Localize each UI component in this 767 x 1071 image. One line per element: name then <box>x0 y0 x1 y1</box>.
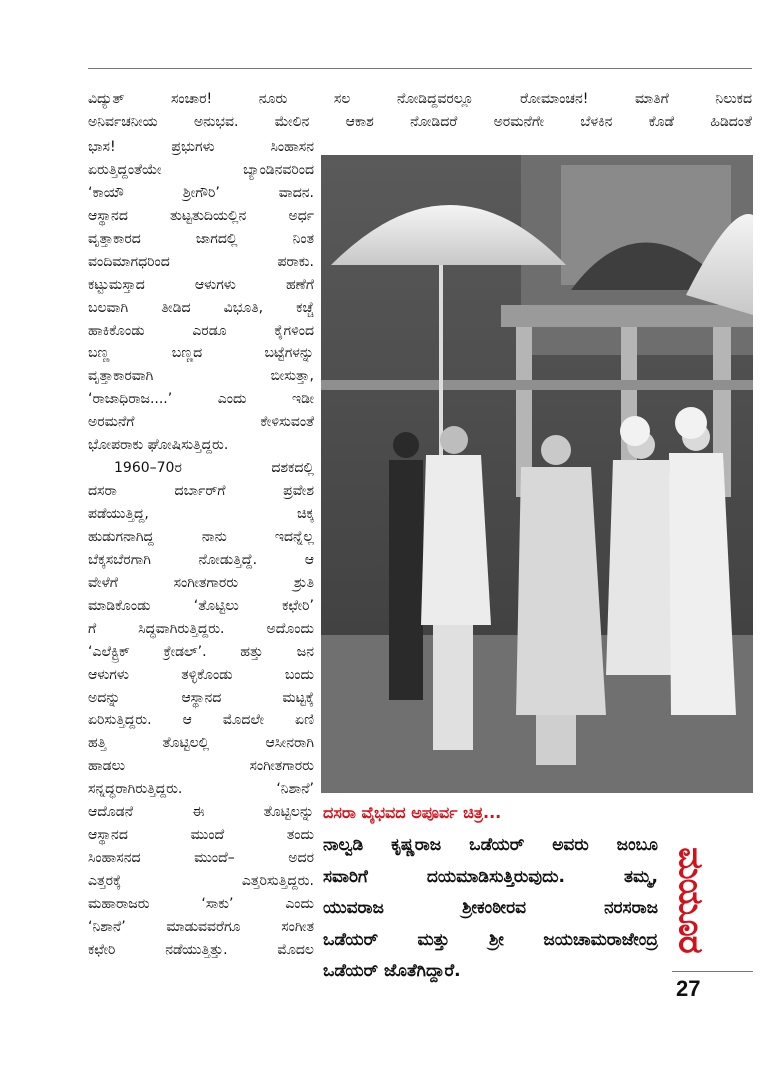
column-line: ವಂದಿಮಾಗಧರಿಂದ ಪರಾಕು. <box>88 253 314 270</box>
column-line: ‘ಎಲೆಕ್ಟ್ರಿಕ್ ಕ್ರೇಡಲ್’. ಹತ್ತು ಜನ <box>88 643 314 660</box>
column-line: ‘ನಿಶಾನೆ’ ಮಾಡುವವರೆಗೂ ಸಂಗೀತ <box>88 918 314 935</box>
caption-line: ಯುವರಾಜ ಶ್ರೀಕಂಠೀರವ ನರಸರಾಜ <box>323 898 658 918</box>
caption-line: ಒಡೆಯರ್ ಜೊತೆಗಿದ್ದಾರೆ. <box>323 961 461 981</box>
procession-photo <box>321 155 753 793</box>
column-line: ಬೆಕ್ಕಸಬೆರಗಾಗಿ ನೋಡುತ್ತಿದ್ದೆ. ಆ <box>88 551 314 568</box>
article-line-1: ವಿದ್ಯುತ್ ಸಂಚಾರ! ನೂರು ಸಲ ನೋಡಿದ್ದವರಲ್ಲೂ ರೋಮಾಂಚನ! ಮಾತಿಗೆ ನಿಲುಕದ <box>88 91 752 107</box>
article-column <box>88 136 314 962</box>
column-line: ಅದನ್ನು ಆಸ್ಥಾನದ ಮಟ್ಟಕ್ಕೆ <box>88 689 314 706</box>
article-line-2: ಅನಿರ್ವಚನೀಯ ಅನುಭವ. ಮೇಲಿನ ಆಕಾಶ ನೋಡಿದರೆ ಅರಮನೆಗೇ ಬೆಳಕಿನ ಕೊಡೆ ಹಿಡಿದಂತೆ <box>88 114 752 130</box>
column-line: ಹುಡುಗನಾಗಿದ್ದ ನಾನು ಇದನ್ನೆಲ್ಲ <box>88 528 314 545</box>
column-line: ಏರುತ್ತಿದ್ದಂತೆಯೇ ಬ್ಯಾಂಡಿನವರಿಂದ <box>88 161 314 178</box>
magazine-logo <box>668 840 714 960</box>
column-line: ಸಿಂಹಾಸನದ ಮುಂದೆ– ಅದರ <box>88 850 314 867</box>
column-line: 1960–70ರ ದಶಕದಲ್ಲಿ <box>114 460 314 477</box>
column-line: ಭಾಸ! ಪ್ರಭುಗಳು ಸಿಂಹಾಸನ <box>88 139 314 155</box>
photo-illustration <box>321 155 753 793</box>
page-number: 27 <box>676 976 701 1001</box>
column-line: ಆಸ್ಥಾನದ ತುಟ್ಟತುದಿಯಲ್ಲಿನ ಅರ್ಧ <box>88 207 314 224</box>
caption-line: ಸವಾರಿಗೆ ದಯಮಾಡಿಸುತ್ತಿರುವುದು. ತಮ್ಮ, <box>323 866 658 887</box>
page-number-rule <box>672 971 753 972</box>
column-line: ಕಟ್ಟುಮಸ್ತಾದ ಆಳುಗಳು ಹಣೆಗೆ <box>88 276 314 293</box>
column-line: ‘ರಾಜಾಧಿರಾಜ....’ ಎಂದು ಇಡೀ <box>88 391 314 408</box>
column-line: ಭೋಪರಾಕು ಘೋಷಿಸುತ್ತಿದ್ದರು. <box>88 437 229 454</box>
column-line: ಬಣ್ಣ ಬಣ್ಣದ ಬಟ್ಟೆಗಳನ್ನು <box>88 345 314 362</box>
column-line: ಆದೊಡನೆ ಈ ತೊಟ್ಟಿಲನ್ನು <box>88 804 314 821</box>
column-line: ದಸರಾ ದರ್ಬಾರ್‌ಗೆ ಪ್ರವೇಶ <box>88 483 314 500</box>
column-line: ವೃತ್ತಾಕಾರದ ಜಾಗದಲ್ಲಿ ನಿಂತ <box>88 230 314 247</box>
caption-heading: ದಸರಾ ವೈಭವದ ಅಪೂರ್ವ ಚಿತ್ರ... <box>323 803 502 822</box>
column-line: ಹಾಕಿಕೊಂಡು ಎರಡೂ ಕೈಗಳಿಂದ <box>88 322 314 339</box>
caption-line: ಒಡೆಯರ್ ಮತ್ತು ಶ್ರೀ ಜಯಚಾಮರಾಜೇಂದ್ರ <box>323 929 658 950</box>
column-line: ಮಾಡಿಕೊಂಡು ‘ತೊಟ್ಟಿಲು ಕಛೇರಿ’ <box>88 597 314 614</box>
column-line: ಗೆ ಸಿದ್ಧವಾಗಿರುತ್ತಿದ್ದರು. ಅದೊಂದು <box>88 620 314 637</box>
column-line: ಬಲವಾಗಿ ತೀಡಿದ ವಿಭೂತಿ, ಕಚ್ಚೆ <box>88 299 314 316</box>
column-line: ಆಳುಗಳು ತಳ್ಳಿಕೊಂಡು ಬಂದು <box>88 666 314 683</box>
column-line: ಕಛೇರಿ ನಡೆಯುತ್ತಿತ್ತು. ಮೊದಲ <box>88 941 314 958</box>
magazine-name: ಮಯೂರ <box>671 847 711 953</box>
top-rule <box>88 68 752 69</box>
column-line: ವೃತ್ತಾಕಾರವಾಗಿ ಬೀಸುತ್ತಾ, <box>88 368 314 385</box>
caption-body <box>323 830 658 988</box>
column-line: ಹಾಡಲು ಸಂಗೀತಗಾರರು <box>88 758 314 775</box>
column-line: ಪಡೆಯುತ್ತಿದ್ದ, ಚಿಕ್ಕ <box>88 506 314 522</box>
column-line: ಹತ್ತಿ ತೊಟ್ಟಿಲಲ್ಲಿ ಆಸೀನರಾಗಿ <box>88 735 314 752</box>
caption-line: ನಾಲ್ವಡಿ ಕೃಷ್ಣರಾಜ ಒಡೆಯರ್ ಅವರು ಜಂಬೂ <box>323 835 658 855</box>
column-line: ವೇಳೆಗೆ ಸಂಗೀತಗಾರರು ಶ್ರುತಿ <box>88 574 314 591</box>
column-line: ಅರಮನೆಗೆ ಕೇಳಿಸುವಂತೆ <box>88 414 314 431</box>
column-line: ಮಹಾರಾಜರು ‘ಸಾಕು’ ಎಂದು <box>88 895 314 912</box>
column-line: ಎತ್ತರಕ್ಕೆ ಎತ್ತರಿಸುತ್ತಿದ್ದರು. <box>88 873 314 889</box>
column-line: ಆಸ್ಥಾನದ ಮುಂದೆ ತಂದು <box>88 827 314 844</box>
column-line: ಸನ್ನದ್ಧರಾಗಿರುತ್ತಿದ್ದರು. ‘ನಿಶಾನೆ’ <box>88 781 314 798</box>
column-line: ‘ಕಾಯೌ ಶ್ರೀಗೌರಿ’ ವಾದನ. <box>88 184 314 201</box>
column-line: ಏರಿಸುತ್ತಿದ್ದರು. ಆ ಮೊದಲೇ ಏಣಿ <box>88 712 314 729</box>
